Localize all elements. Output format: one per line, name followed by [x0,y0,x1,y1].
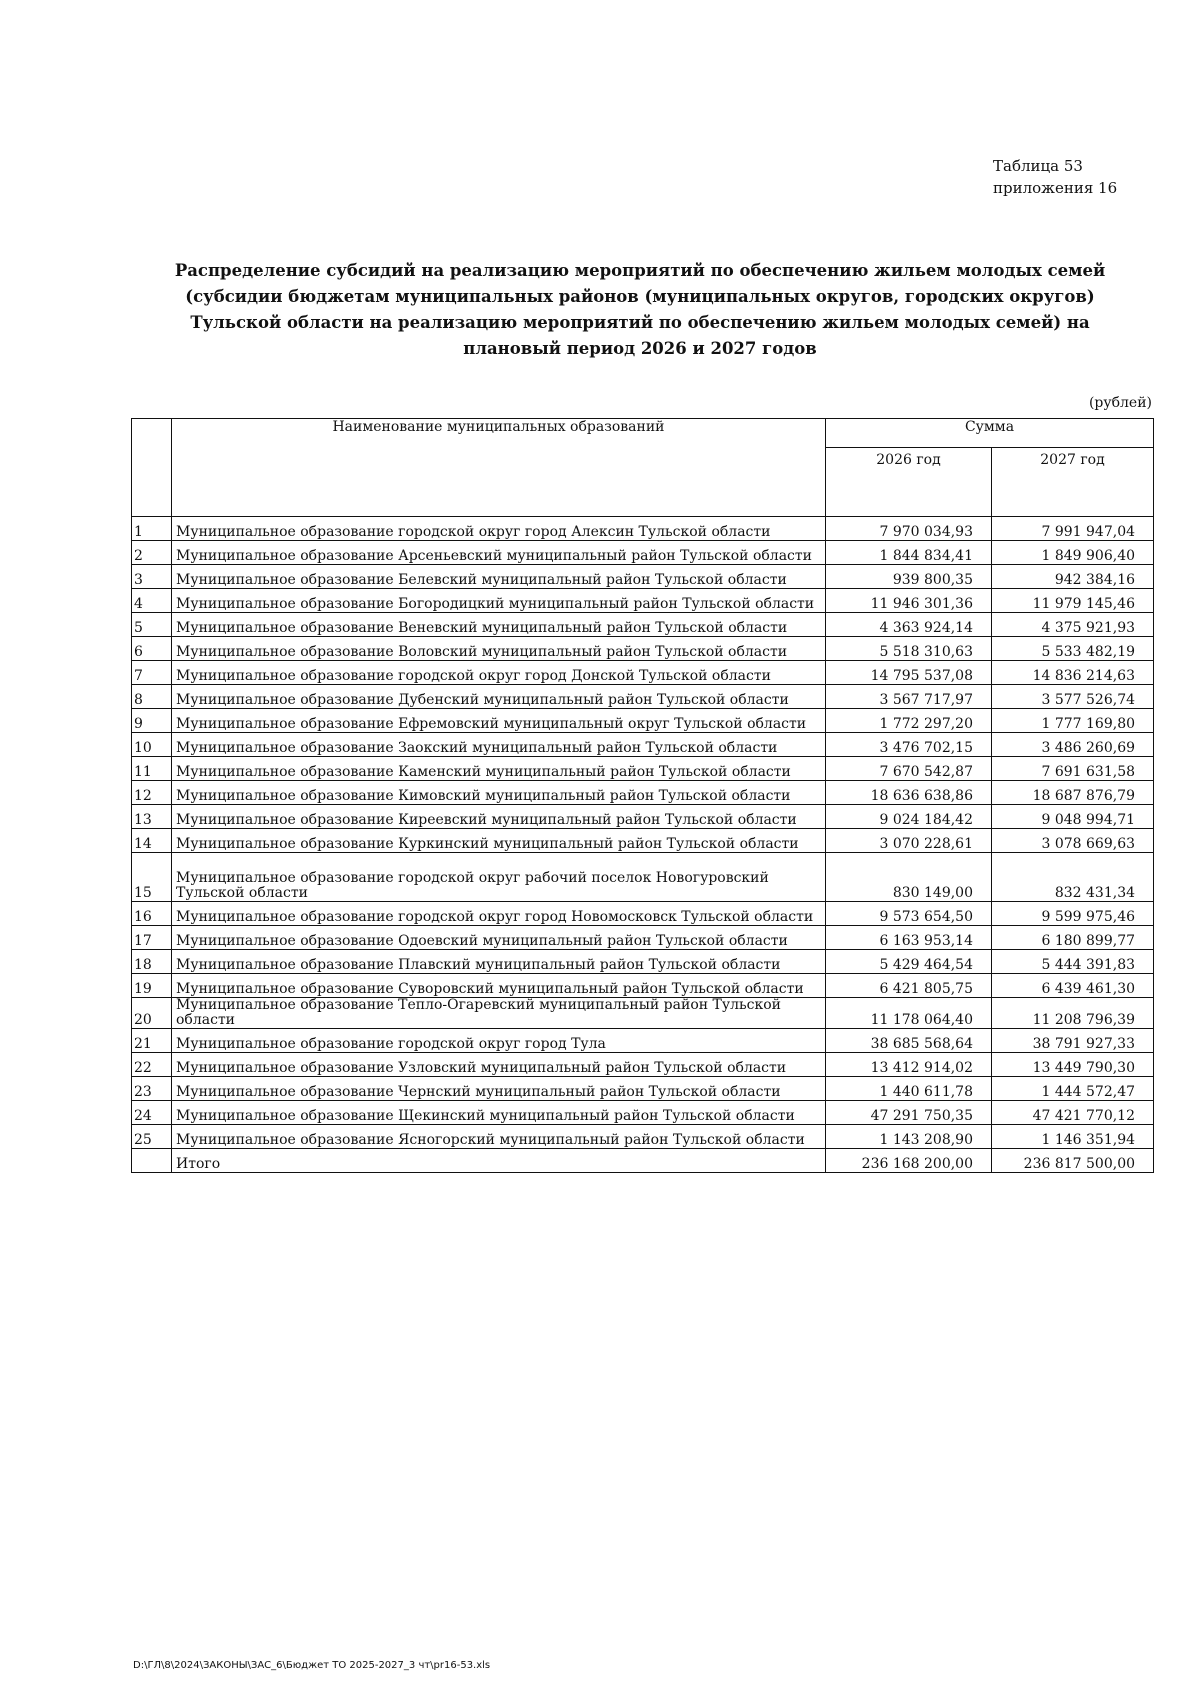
table-reference [993,155,1117,199]
municipality-name: Муниципальное образование Суворовский муниципальный район Тульской области [172,974,826,998]
municipality-name: Муниципальное образование Ефремовский муниципальный округ Тульской области [172,709,826,733]
municipality-name: Муниципальное образование Узловский муниципальный район Тульской области [172,1053,826,1077]
amount-2026: 939 800,35 [826,565,992,589]
table-row [132,661,1154,685]
table-row [132,589,1154,613]
table-row [132,709,1154,733]
amount-2027: 11 208 796,39 [992,998,1154,1029]
amount-2026: 11 946 301,36 [826,589,992,613]
amount-2027: 3 577 526,74 [992,685,1154,709]
amount-2026: 4 363 924,14 [826,613,992,637]
amount-2027: 18 687 876,79 [992,781,1154,805]
amount-2026: 1 143 208,90 [826,1125,992,1149]
amount-2026: 9 573 654,50 [826,902,992,926]
amount-2027: 1 849 906,40 [992,541,1154,565]
row-number: 19 [132,974,172,998]
row-number: 2 [132,541,172,565]
amount-2026: 3 070 228,61 [826,829,992,853]
table-row [132,902,1154,926]
row-number: 4 [132,589,172,613]
table-number: Таблица 53 [993,157,1083,175]
header-2026: 2026 год [826,448,992,517]
municipality-name: Муниципальное образование городской округ город Алексин Тульской области [172,517,826,541]
table-row [132,733,1154,757]
amount-2026: 11 178 064,40 [826,998,992,1029]
subsidy-table [131,418,1154,1173]
amount-2027: 3 486 260,69 [992,733,1154,757]
municipality-name: Муниципальное образование Плавский муниципальный район Тульской области [172,950,826,974]
header-sum: Сумма [826,419,1154,448]
amount-2027: 13 449 790,30 [992,1053,1154,1077]
total-row [132,1149,1154,1173]
amount-2026: 7 670 542,87 [826,757,992,781]
row-number: 18 [132,950,172,974]
municipality-name: Муниципальное образование Куркинский муниципальный район Тульской области [172,829,826,853]
municipality-name: Муниципальное образование Щекинский муниципальный район Тульской области [172,1101,826,1125]
amount-2026: 1 844 834,41 [826,541,992,565]
row-number: 10 [132,733,172,757]
header-name: Наименование муниципальных образований [172,419,826,517]
amount-2027: 1 777 169,80 [992,709,1154,733]
table-row [132,1101,1154,1125]
municipality-name: Муниципальное образование Чернский муниципальный район Тульской области [172,1077,826,1101]
table-row [132,637,1154,661]
table-row [132,998,1154,1029]
municipality-name: Муниципальное образование городской округ город Тула [172,1029,826,1053]
appendix-number: приложения 16 [993,179,1118,197]
municipality-name: Муниципальное образование городской округ город Донской Тульской области [172,661,826,685]
row-number: 20 [132,998,172,1029]
municipality-name: Муниципальное образование Тепло-Огаревский муниципальный район Тульской области [172,998,826,1029]
row-number: 17 [132,926,172,950]
table-row [132,950,1154,974]
table-row [132,805,1154,829]
municipality-name: Муниципальное образование Заокский муниципальный район Тульской области [172,733,826,757]
amount-2026: 38 685 568,64 [826,1029,992,1053]
row-number: 16 [132,902,172,926]
municipality-name: Муниципальное образование Арсеньевский муниципальный район Тульской области [172,541,826,565]
row-number: 9 [132,709,172,733]
header-number [132,419,172,517]
municipality-name: Муниципальное образование Кимовский муниципальный район Тульской области [172,781,826,805]
row-number: 11 [132,757,172,781]
amount-2026: 1 772 297,20 [826,709,992,733]
municipality-name: Муниципальное образование Каменский муниципальный район Тульской области [172,757,826,781]
table-row [132,781,1154,805]
amount-2027: 9 048 994,71 [992,805,1154,829]
amount-2026: 14 795 537,08 [826,661,992,685]
amount-2027: 1 444 572,47 [992,1077,1154,1101]
row-number: 8 [132,685,172,709]
amount-2026: 13 412 914,02 [826,1053,992,1077]
row-number: 24 [132,1101,172,1125]
municipality-name: Муниципальное образование Богородицкий муниципальный район Тульской области [172,589,826,613]
total-label: Итого [172,1149,826,1173]
amount-2027: 942 384,16 [992,565,1154,589]
row-number: 1 [132,517,172,541]
amount-2026: 18 636 638,86 [826,781,992,805]
amount-2027: 47 421 770,12 [992,1101,1154,1125]
amount-2027: 5 533 482,19 [992,637,1154,661]
row-number: 13 [132,805,172,829]
amount-2027: 1 146 351,94 [992,1125,1154,1149]
row-number: 5 [132,613,172,637]
amount-2027: 5 444 391,83 [992,950,1154,974]
row-number: 7 [132,661,172,685]
amount-2026: 9 024 184,42 [826,805,992,829]
municipality-name: Муниципальное образование городской округ город Новомосковск Тульской области [172,902,826,926]
row-number: 3 [132,565,172,589]
table-row [132,1077,1154,1101]
amount-2026: 6 163 953,14 [826,926,992,950]
table-row [132,613,1154,637]
table-row [132,974,1154,998]
amount-2027: 6 439 461,30 [992,974,1154,998]
total-2027: 236 817 500,00 [992,1149,1154,1173]
table-row [132,565,1154,589]
amount-2026: 6 421 805,75 [826,974,992,998]
amount-2027: 14 836 214,63 [992,661,1154,685]
municipality-name: Муниципальное образование Белевский муниципальный район Тульской области [172,565,826,589]
municipality-name: Муниципальное образование Веневский муниципальный район Тульской области [172,613,826,637]
row-number: 12 [132,781,172,805]
amount-2026: 7 970 034,93 [826,517,992,541]
amount-2027: 832 431,34 [992,853,1154,902]
amount-2026: 5 429 464,54 [826,950,992,974]
municipality-name: Муниципальное образование Воловский муниципальный район Тульской области [172,637,826,661]
table-row [132,685,1154,709]
amount-2027: 38 791 927,33 [992,1029,1154,1053]
total-number [132,1149,172,1173]
municipality-name: Муниципальное образование Дубенский муниципальный район Тульской области [172,685,826,709]
amount-2026: 1 440 611,78 [826,1077,992,1101]
table-row [132,757,1154,781]
table-row [132,1053,1154,1077]
amount-2026: 3 567 717,97 [826,685,992,709]
row-number: 6 [132,637,172,661]
municipality-name: Муниципальное образование городской округ рабочий поселок Новогуровский Тульской области [172,853,826,902]
total-2026: 236 168 200,00 [826,1149,992,1173]
amount-2027: 3 078 669,63 [992,829,1154,853]
table-row [132,541,1154,565]
unit-label: (рублей) [1088,395,1152,411]
row-number: 22 [132,1053,172,1077]
table-row [132,829,1154,853]
municipality-name: Муниципальное образование Ясногорский муниципальный район Тульской области [172,1125,826,1149]
amount-2027: 7 691 631,58 [992,757,1154,781]
amount-2026: 3 476 702,15 [826,733,992,757]
document-title: Распределение субсидий на реализацию мероприятий по обеспечению жильем молодых семей (субсидии бюджетам муниципальных районов (муниципальных округов, городских округов) Тульской области на реализацию мероприятий по обеспечению жильем молодых семей) на плановый период 2026 и 2027 годов [174,261,1106,358]
row-number: 25 [132,1125,172,1149]
row-number: 14 [132,829,172,853]
table-row [132,1029,1154,1053]
amount-2027: 11 979 145,46 [992,589,1154,613]
table-row [132,926,1154,950]
table-row [132,853,1154,902]
municipality-name: Муниципальное образование Киреевский муниципальный район Тульской области [172,805,826,829]
amount-2027: 4 375 921,93 [992,613,1154,637]
amount-2026: 830 149,00 [826,853,992,902]
amount-2027: 9 599 975,46 [992,902,1154,926]
table-row [132,517,1154,541]
amount-2026: 47 291 750,35 [826,1101,992,1125]
row-number: 15 [132,853,172,902]
municipality-name: Муниципальное образование Одоевский муниципальный район Тульской области [172,926,826,950]
table-row [132,1125,1154,1149]
row-number: 23 [132,1077,172,1101]
header-2027: 2027 год [992,448,1154,517]
amount-2027: 7 991 947,04 [992,517,1154,541]
file-path-footer: D:\ГЛ\8\2024\ЗАКОНЫ\ЗАС_6\Бюджет ТО 2025-2027_3 чт\pr16-53.xls [133,1660,491,1671]
amount-2027: 6 180 899,77 [992,926,1154,950]
row-number: 21 [132,1029,172,1053]
amount-2026: 5 518 310,63 [826,637,992,661]
